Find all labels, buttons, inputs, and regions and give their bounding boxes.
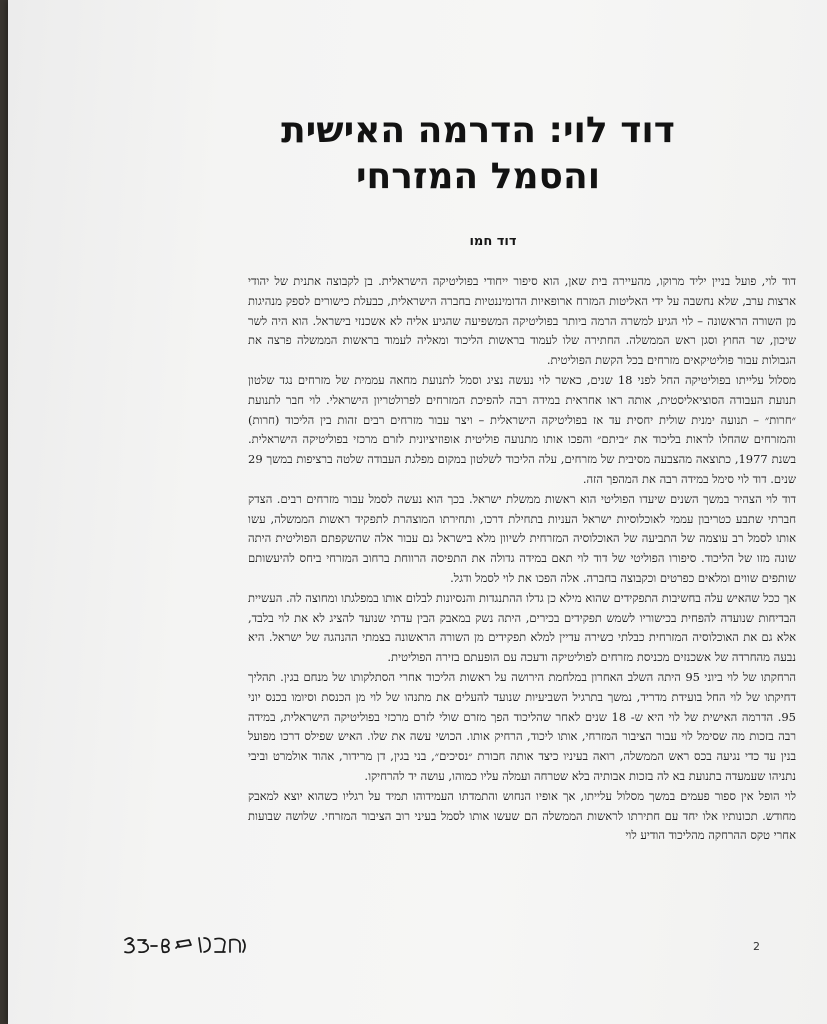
- paragraph: דוד לוי הצהיר במשך השנים שיעדו הפוליטי הוא ראשות ממשלת ישראל. בכך הוא נעשה לסמל עבור מזרחים רבים. הצדק חברתי שתבע כטריבון עממי לאוכלוסיות ישראל העניות בתחילת דרכו, ותחירתו המוצהרת לתפקיד ראשות הממשלה, עשו אותו לסמל רב עוצמה של התביעה של האוכלוסיה המזרחית לשיוון מלא בישראל גם עבור אלה שהשקפתם הפוליטית היתה שונה מזו של הליכוד. סיפורו הפוליטי של דוד לוי תאם במידה גדולה את התפיסה הרווחת ברחוב המזרחי ביחס להיעשותם שותפים שווים ומלאים כפרטים וכקבוצה בחברה. אלה הפכו את לוי לסמל ודגל.: [248, 491, 796, 585]
- paragraph: אך ככל שהאיש עלה בחשיבות התפקידים שהוא מילא כן גדלו ההתנגדות והנסיונות לבלום אותו במפלגתו ומחוצה לה. העשיית הבדיחות שנועדה להפחית בכישוריו לשמש תפקידים בכירים, היתה נשק במאבק הבין עדתי שנועד להציג לא את לוי בלבד, אלא גם את האוכלוסיה המזרחית כבלתי כשירה עדיין למלא תפקידים מן השורה הראשונה בצמתי ההנהגה של ישראל. היא נבעה מהחרדה של אשכנזים מכניסת מזרחים לפוליטיקה ודעכה עם הופעתם בזירה הפוליטית.: [248, 590, 796, 665]
- handwritten-note: [121, 932, 251, 958]
- paragraph: הרחקתו של לוי ביוני 95 היתה השלב האחרון במלחמת הירושה על ראשות הליכוד אחרי הסתלקותו של מנחם בגין. תהליך דחיקתו של לוי החל בועידת מדריד, נמשך בתרגיל השביעיות שנועד להעלים את מתנהו של לוי מן הכנסת וסיומו בכנס יוני 95. הדרמה האישית של לוי היא ש- 18 שנים לאחר שהליכוד הפך מזרם שולי לזרם מרכזי בפוליטיקה הישראלית, במידה רבה בזכות מה שסימל לוי עבור הציבור המזרחי, אותו ליכוד, הרחיק אותו. הכושי עשה את שלו. האיש שפילס דרכו מפועל בנין עד כדי נגיעה בכס ראש הממשלה, רואה בעיניו כיצד אותה חבורת ״נסיכים״, בני בגין, דן מרידור, אהוד אולמרט וביבי נתניהו שעמעדה בתנועת בא לה בזכות אבותיה בלא שטרחה ועמלה עליו כמוהו, עושה יד להרחיקו.: [248, 669, 796, 783]
- title-line-1: דוד לוי: הדרמה האישית: [281, 110, 675, 151]
- article-body: [248, 272, 796, 846]
- author-byline: דוד חמו: [469, 234, 517, 249]
- show-through-text: [748, 85, 827, 225]
- title-line-2: והסמל המזרחי: [355, 156, 601, 197]
- paragraph: לוי הופל אין ספור פעמים במשך מסלול עלייתו, אך אופיו הנחוש והתמדתו העמידוהו תמיד על רגליו כשהוא יוצא למאבק מחודש. תכונותיו אלו יחד עם חתירתו לראשות הממשלה הם שעשו אותו לסמל בעיני רוב הציבור המזרחי. שלושה שבועות אחרי טקס ההרחקה מהליכוד הודיע לוי: [248, 788, 796, 843]
- paragraph: דוד לוי, פועל בניין יליד מרוקו, מהעיירה בית שאן, הוא סיפור ייחודי בפוליטיקה הישראלית. בן לקבוצה אתנית של יהודי ארצות ערב, שלא נחשבה על ידי האליטות המזרח ארופאיות הדומיננטיות בחברה הישראלית, כבעלת כישורים לספק מנהיגות מן השורה הראשונה – לוי הגיע למשרה הרמה ביותר בפוליטיקה המשפיעה שהגיע אליה לא אשכנזי בישראל. הוא היה לשר שיכון, שר החוץ וסגן ראש הממשלה. החתירה שלו לעמוד בראשות הליכוד ומאליה לעמוד בראשות הממשלה פרצה את הגבולות עבור פוליטיקאים מזרחים בכל הקשת הפוליטית.: [248, 274, 796, 368]
- document-page: [8, 0, 827, 1024]
- page-number: 2: [753, 940, 760, 953]
- article-title: [208, 108, 748, 200]
- paragraph: מסלול עלייתו בפוליטיקה החל לפני 18 שנים, כאשר לוי נעשה נציג וסמל לתנועת מחאה עממית של מזרחים נגד שלטון תנועת העבודה הסוציאליסטית, אותה ראו אחראית במידה רבה להפיכת המזרחים לפרולטריון הישראלי. לוי חבר לתנועת ״חרות״ – תנועה ימנית שולית יחסית עד אז בפוליטיקה הישראלית – ויצר עבור מזרחים רבים זהות בין הליכוד (חרות) והמזרחים שהחלו לראות בליכוד את ״ביתם״ והפכו אותו מתנועה פוליטית אופוזיציונית לזרם מרכזי בפוליטיקה הישראלית. בשנת 1977, כתוצאה מהצבעה מסיבית של מזרחים, עלה הליכוד לשלטון במקום מפלגת העבודה שלטה ברציפות במשך 29 שנים. דוד לוי סימל במידה רבה את המהפך הזה.: [248, 372, 797, 486]
